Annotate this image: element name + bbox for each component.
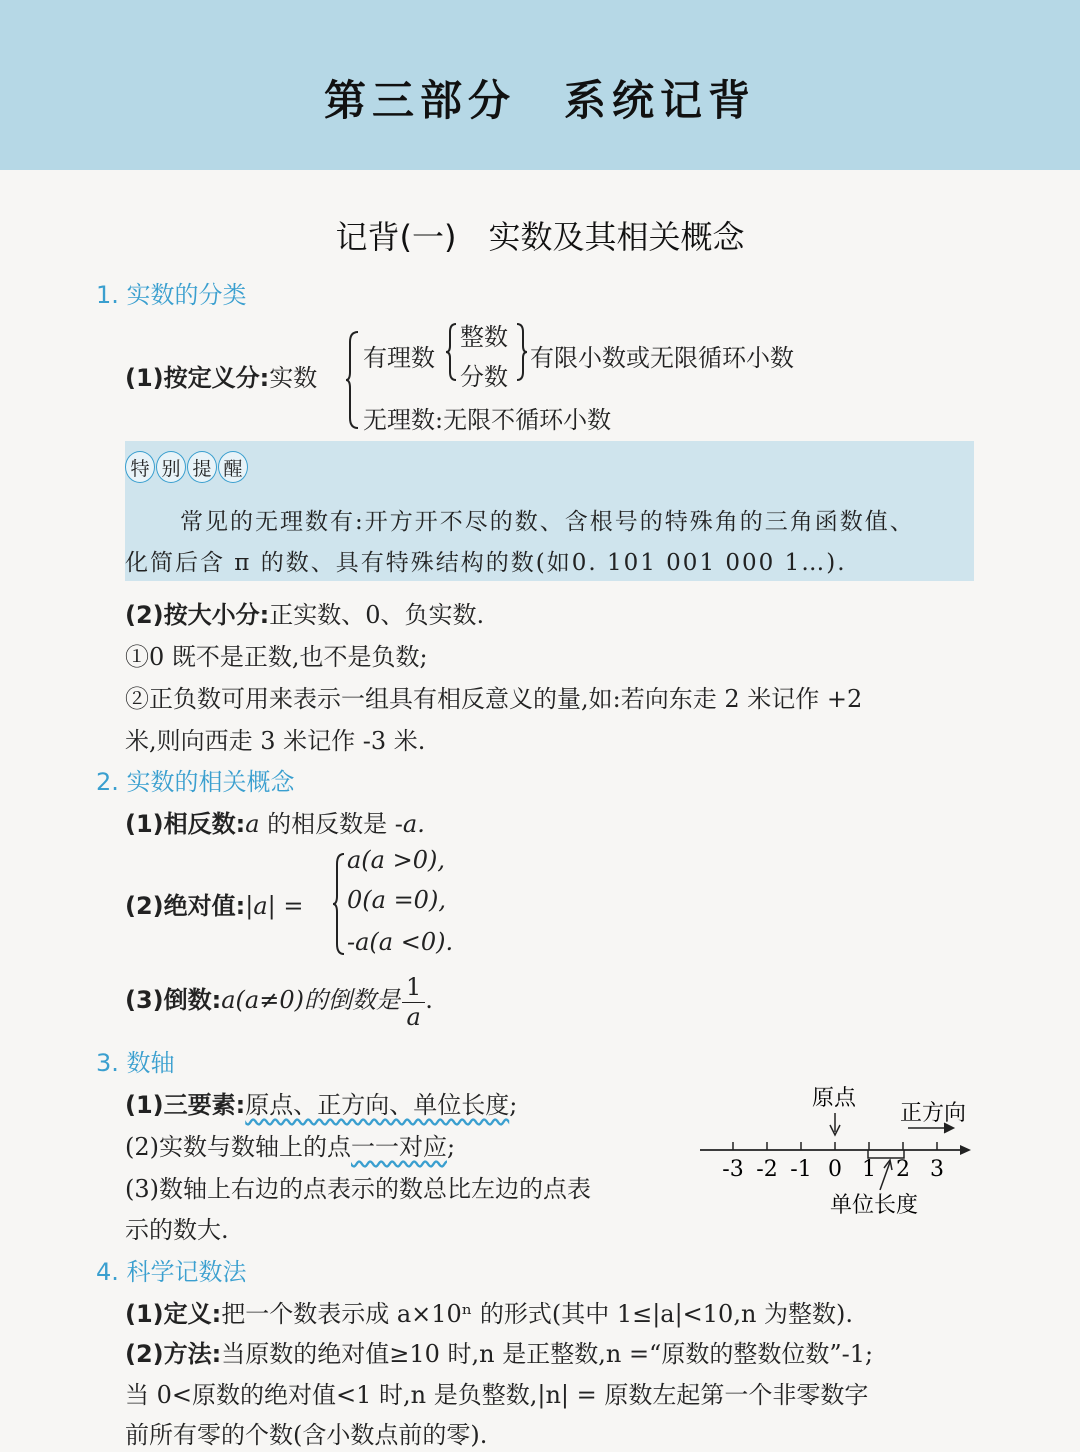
reminder-line-1: 常见的无理数有:开方开不尽的数、含根号的特殊角的三角函数值、 — [180, 509, 915, 535]
integer-label: 整数 — [460, 323, 508, 351]
one-to-one-line: (2)实数与数轴上的点一一对应; — [125, 1133, 456, 1161]
three-elements-line: (1)三要素:原点、正方向、单位长度; — [125, 1091, 518, 1119]
notation-definition: (1)定义:把一个数表示成 a×10ⁿ 的形式(其中 1≤|a|<10,n 为整数). — [125, 1300, 854, 1328]
axis-tick-label: -1 — [790, 1157, 812, 1182]
absolute-value-brace — [333, 852, 345, 956]
axis-tick-label: 3 — [930, 1157, 944, 1182]
fraction-label: 分数 — [460, 363, 508, 391]
abs-case-positive: a(a >0), — [347, 846, 445, 874]
axis-tick-label: 0 — [828, 1157, 842, 1182]
inner-right-brace — [515, 322, 527, 382]
absolute-value-lead: (2)绝对值:|a| = — [125, 892, 304, 920]
abs-case-zero: 0(a =0), — [347, 886, 446, 914]
axis-tick-label: 2 — [896, 1157, 910, 1182]
finite-decimal-note: 有限小数或无限循环小数 — [530, 344, 794, 372]
order-line-cont: 示的数大. — [125, 1216, 229, 1244]
notation-method: (2)方法:当原数的绝对值≥10 时,n 是正整数,n =“原数的整数位数”-1; — [125, 1340, 874, 1368]
reciprocal-fraction: $\frac{1}{a}$ — [402, 972, 425, 1031]
reminder-label: 特 别 提 醒 — [125, 451, 249, 483]
order-line: (3)数轴上右边的点表示的数总比左边的点表 — [125, 1175, 591, 1203]
outer-brace — [346, 330, 360, 430]
section-title: 记背(一) 实数及其相关概念 — [335, 218, 745, 256]
note-opposite-quantities-cont: 米,则向西走 3 米记作 -3 米. — [125, 727, 426, 755]
size-classification: (2)按大小分:正实数、0、负实数. — [125, 601, 485, 629]
chapter-banner — [0, 0, 1080, 170]
notation-method-cont: 当 0<原数的绝对值<1 时,n 是负整数,|n| = 原数左起第一个非零数字 — [125, 1381, 869, 1409]
note-zero: ①0 既不是正数,也不是负数; — [125, 643, 428, 671]
direction-label: 正方向 — [900, 1101, 967, 1126]
unit-length-label: 单位长度 — [830, 1193, 919, 1218]
number-line-figure — [690, 1080, 990, 1230]
origin-label: 原点 — [812, 1086, 857, 1111]
reciprocal-line: (3)倒数:a(a≠0)的倒数是 $\frac{1}{a}$ . — [125, 973, 433, 1031]
rational-label: 有理数 — [363, 344, 435, 372]
heading-related-concepts: 2. 实数的相关概念 — [96, 768, 295, 796]
abs-case-negative: -a(a <0). — [347, 928, 454, 956]
heading-scientific-notation: 4. 科学记数法 — [96, 1258, 247, 1286]
heading-number-line: 3. 数轴 — [96, 1049, 175, 1077]
axis-tick-label: 1 — [862, 1157, 876, 1182]
axis-tick-label: -2 — [756, 1157, 778, 1182]
opposite-number-line: (1)相反数:a 的相反数是 -a. — [125, 810, 425, 838]
real-number-label: 实数 — [269, 364, 318, 392]
axis-tick-label: -3 — [722, 1157, 744, 1182]
chapter-title: 第三部分 系统记背 — [323, 76, 756, 125]
notation-method-end: 前所有零的个数(含小数点前的零). — [125, 1421, 488, 1449]
note-opposite-quantities: ②正负数可用来表示一组具有相反意义的量,如:若向东走 2 米记作 +2 — [125, 685, 863, 713]
heading-real-classification: 1. 实数的分类 — [96, 281, 247, 309]
classify-lead: (1)按定义分:实数 — [125, 364, 318, 392]
special-reminder-box — [125, 441, 974, 581]
irrational-label: 无理数:无限不循环小数 — [363, 406, 612, 434]
inner-left-brace — [446, 322, 458, 382]
reminder-line-2: 化简后含 π 的数、具有特殊结构的数(如0. 101 001 000 1…). — [125, 550, 847, 576]
